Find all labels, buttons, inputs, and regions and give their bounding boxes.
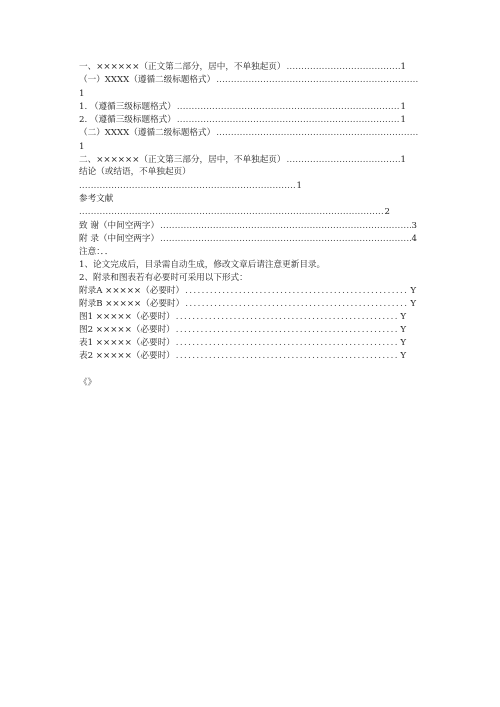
toc-page-number: 2 (384, 207, 390, 217)
dot-leader (287, 61, 400, 74)
toc-entry (79, 61, 406, 74)
dot-leader (185, 298, 409, 311)
dot-leader (177, 101, 400, 114)
toc-entry-label: （二）XXXX（遵循二级标题格式） (79, 128, 216, 138)
toc-entry-label: 附 录（中间空两字） (79, 234, 160, 244)
appendix-page-number: Y (400, 325, 406, 335)
toc-entry-label: 2. （遵循三级标题格式） (79, 115, 176, 125)
notes-title: 注意：．． (79, 247, 114, 257)
appendix-entry (79, 285, 416, 298)
appendix-entry-label: 附录B ×××××（必要时） (79, 299, 185, 309)
toc-entry (79, 101, 406, 114)
appendix-page-number: Y (400, 312, 406, 322)
footer-mark: 《》 (79, 378, 97, 388)
toc-page-number: 1 (400, 155, 406, 165)
toc-entry (79, 206, 390, 219)
note-item: 1、论文完成后，目录需自动生成，修改文章后请注意更新目录。 (79, 260, 326, 270)
dot-leader (216, 127, 419, 140)
dot-leader (79, 180, 296, 193)
toc-entry-label: 二、××××××（正文第三部分，居中，不单独起页） (79, 155, 286, 165)
toc-entry-label: （一）XXXX（遵循二级标题格式） (79, 75, 216, 85)
dot-leader (176, 350, 400, 363)
appendix-entry-label: 表2 ×××××（必要时） (79, 351, 175, 361)
appendix-page-number: Y (410, 286, 416, 296)
toc-entry (79, 127, 420, 140)
dot-leader (176, 337, 400, 350)
appendix-entry (79, 337, 406, 350)
toc-page-number: 4 (411, 234, 417, 244)
toc-entry-label: 一、××××××（正文第二部分，居中，不单独起页） (79, 62, 286, 72)
toc-entry (79, 220, 417, 233)
appendix-entry (79, 311, 406, 324)
dot-leader (176, 324, 400, 337)
toc-page-number: 1 (400, 102, 406, 112)
appendix-entry-label: 表1 ×××××（必要时） (79, 338, 175, 348)
dot-leader (177, 114, 400, 127)
toc-page-number: 1 (79, 142, 85, 152)
appendix-entry (79, 324, 406, 337)
toc-page-number: 3 (411, 221, 417, 231)
toc-entry (79, 233, 417, 246)
dot-leader (160, 220, 410, 233)
appendix-entry (79, 350, 406, 363)
toc-page-number: 1 (400, 62, 406, 72)
appendix-entry (79, 298, 416, 311)
toc-entry-label: 结论（或结语，不单独起页） (79, 167, 191, 177)
dot-leader (79, 206, 384, 219)
toc-entry-label: 致 谢（中间空两字） (79, 221, 160, 231)
dot-leader (160, 233, 410, 246)
appendix-entry-label: 附录A ×××××（必要时） (79, 286, 185, 296)
dot-leader (185, 285, 409, 298)
toc-page-number: 1 (400, 115, 406, 125)
dot-leader (216, 74, 419, 87)
toc-page-number: 1 (296, 181, 302, 191)
toc-page-number: 1 (79, 89, 85, 99)
dot-leader (287, 154, 400, 167)
toc-entry-label: 参考文献 (79, 194, 114, 204)
note-item: 2、附录和图表若有必要时可采用以下形式： (79, 273, 248, 283)
appendix-page-number: Y (400, 338, 406, 348)
toc-entry (79, 74, 420, 87)
appendix-entry-label: 图2 ×××××（必要时） (79, 325, 175, 335)
toc-entry (79, 114, 406, 127)
dot-leader (176, 311, 400, 324)
toc-entry-label: 1. （遵循三级标题格式） (79, 102, 176, 112)
toc-entry (79, 180, 302, 193)
appendix-page-number: Y (410, 299, 416, 309)
appendix-entry-label: 图1 ×××××（必要时） (79, 312, 175, 322)
appendix-page-number: Y (400, 351, 406, 361)
